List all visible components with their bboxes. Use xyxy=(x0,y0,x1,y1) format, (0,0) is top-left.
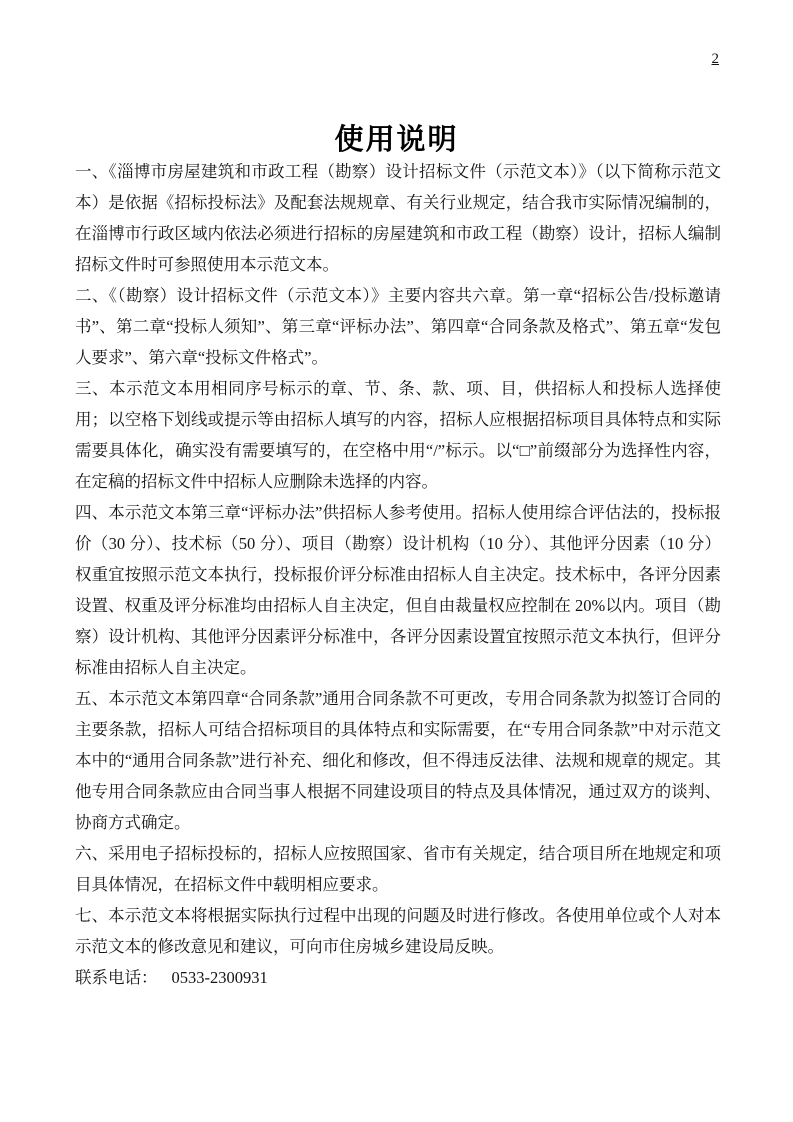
page-number: 2 xyxy=(711,51,719,67)
contact-phone: 0533-2300931 xyxy=(171,968,268,987)
paragraph-4: 四、本示范文本第三章“评标办法”供招标人参考使用。招标人使用综合评估法的，投标报价（30 分）、技术标（50 分）、项目（勘察）设计机构（10 分）、其他评分因素（10 分）权重宜按照示范文本执行，投标报价评分标准由招标人自主决定。技术标中，各评分因素设置、权重及评分标准均由招标人自主决定，但自由裁量权应控制在 20%以内。项目（勘察）设计机构、其他评分因素评分标准中，各评分因素设置宜按照示范文本执行，但评分标准由招标人自主决定。 xyxy=(75,503,722,677)
paragraph-3: 三、本示范文本用相同序号标示的章、节、条、款、项、目，供招标人和投标人选择使用；以空格下划线或提示等由招标人填写的内容，招标人应根据招标项目具体特点和实际需要具体化，确实没有需要填写的，在空格中用“/”标示。以“□”前缀部分为选择性内容，在定稿的招标文件中招标人应删除未选择的内容。 xyxy=(75,379,721,491)
paragraph-7: 七、本示范文本将根据实际执行过程中出现的问题及时进行修改。各使用单位或个人对本示范文本的修改意见和建议，可向市住房城乡建设局反映。 xyxy=(75,906,721,956)
paragraph-2: 二、《（勘察）设计招标文件（示范文本）》主要内容共六章。第一章“招标公告/投标邀请书”、第二章“投标人须知”、第三章“评标办法”、第四章“合同条款及格式”、第五章“发包人要求”、第六章“投标文件格式”。 xyxy=(75,286,721,367)
paragraph-1: 一、《淄博市房屋建筑和市政工程（勘察）设计招标文件（示范文本）》（以下简称示范文本）是依据《招标投标法》及配套法规规章、有关行业规定，结合我市实际情况编制的，在淄博市行政区域内依法必须进行招标的房屋建筑和市政工程（勘察）设计，招标人编制招标文件时可参照使用本示范文本。 xyxy=(75,162,721,274)
paragraph-5: 五、本示范文本第四章“合同条款”通用合同条款不可更改，专用合同条款为拟签订合同的主要条款，招标人可结合招标项目的具体特点和实际需要，在“专用合同条款”中对示范文本中的“通用合同条款”进行补充、细化和修改，但不得违反法律、法规和规章的规定。其他专用合同条款应由合同当事人根据不同建设项目的特点及具体情况，通过双方的谈判、协商方式确定。 xyxy=(75,689,721,832)
page-title: 使用说明 xyxy=(334,124,459,157)
contact-line xyxy=(75,962,721,993)
contact-label: 联系电话： xyxy=(75,968,158,987)
document-body xyxy=(75,156,721,993)
paragraph-6: 六、采用电子招标投标的，招标人应按照国家、省市有关规定，结合项目所在地规定和项目具体情况，在招标文件中载明相应要求。 xyxy=(75,844,721,894)
